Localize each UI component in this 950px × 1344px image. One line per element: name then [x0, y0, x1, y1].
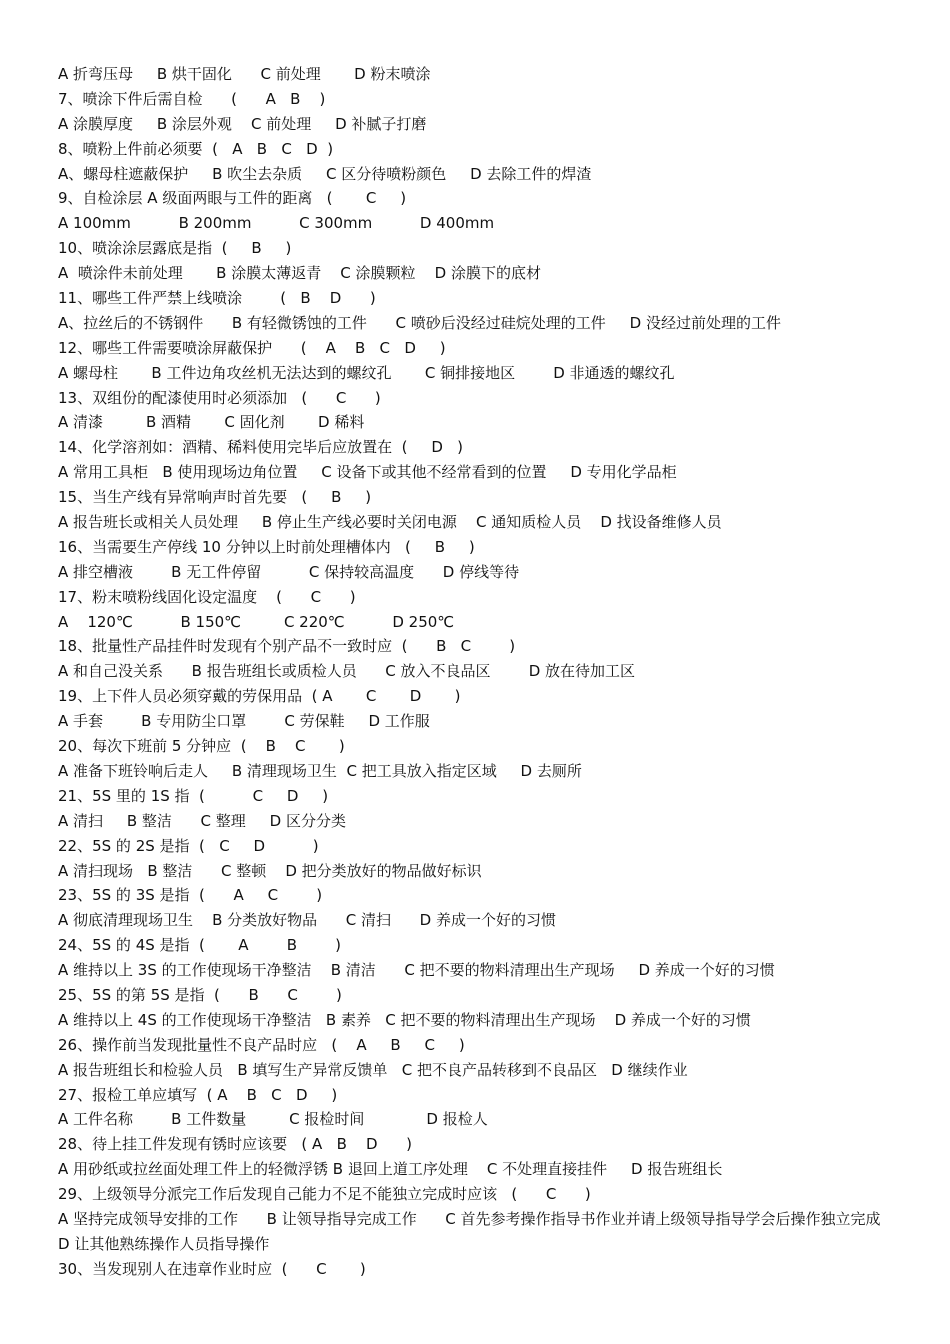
- text-line: A 彻底清理现场卫生 B 分类放好物品 C 清扫 D 养成一个好的习惯: [58, 911, 556, 930]
- question-line: 24、5S 的 4S 是指 ( A B ): [58, 936, 341, 955]
- question-line: 16、当需要生产停线 10 分钟以上时前处理槽体内 ( B ): [58, 537, 475, 556]
- text-line: A 报告班组长和检验人员 B 填写生产异常反馈单 C 把不良产品转移到不良品区 D 继续作业: [58, 1060, 688, 1079]
- document-page: [58, 62, 910, 1282]
- question-line: 30、当发现别人在违章作业时应 ( C ): [58, 1259, 366, 1278]
- text-line: A 常用工具柜 B 使用现场边角位置 C 设备下或其他不经常看到的位置 D 专用化学品柜: [58, 463, 677, 482]
- question-line: 8、喷粉上件前必须要 ( A B C D ): [58, 139, 334, 158]
- text-line: A 喷涂件未前处理 B 涂膜太薄返青 C 涂膜颗粒 D 涂膜下的底材: [58, 264, 541, 283]
- text-line: A 工件名称 B 工件数量 C 报检时间 D 报检人: [58, 1110, 488, 1129]
- question-line: 21、5S 里的 1S 指 ( C D ): [58, 786, 329, 805]
- question-line: 19、上下件人员必须穿戴的劳保用品 ( A C D ): [58, 687, 461, 706]
- question-line: 11、哪些工件严禁上线喷涂 ( B D ): [58, 289, 376, 308]
- text-line: A 120℃ B 150℃ C 220℃ D 250℃: [58, 612, 455, 631]
- text-line: A 手套 B 专用防尘口罩 C 劳保鞋 D 工作服: [58, 712, 430, 731]
- question-line: 26、操作前当发现批量性不良产品时应 ( A B C ): [58, 1035, 465, 1054]
- text-line: A 维持以上 4S 的工作使现场干净整洁 B 素养 C 把不要的物料清理出生产现场 D 养成一个好的习惯: [58, 1010, 751, 1029]
- question-line: 22、5S 的 2S 是指 ( C D ): [58, 836, 319, 855]
- question-line: 23、5S 的 3S 是指 ( A C ): [58, 886, 323, 905]
- question-line: 7、喷涂下件后需自检 ( A B ): [58, 89, 326, 108]
- question-line: 12、哪些工件需要喷涂屏蔽保护 ( A B C D ): [58, 338, 446, 357]
- question-line: 20、每次下班前 5 分钟应 ( B C ): [58, 737, 345, 756]
- text-line: A 排空槽液 B 无工件停留 C 保持较高温度 D 停线等待: [58, 562, 520, 581]
- question-line: 13、双组份的配漆使用时必须添加 ( C ): [58, 388, 381, 407]
- text-line: A 螺母柱 B 工件边角攻丝机无法达到的螺纹孔 C 铜排接地区 D 非通透的螺纹孔: [58, 363, 675, 382]
- text-line: A 和自己没关系 B 报告班组长或质检人员 C 放入不良品区 D 放在待加工区: [58, 662, 636, 681]
- text-line: A 清漆 B 酒精 C 固化剂 D 稀料: [58, 413, 365, 432]
- text-line: A 准备下班铃响后走人 B 清理现场卫生 C 把工具放入指定区域 D 去厕所: [58, 761, 582, 780]
- text-line: A 维持以上 3S 的工作使现场干净整洁 B 清洁 C 把不要的物料清理出生产现场 D 养成一个好的习惯: [58, 961, 775, 980]
- text-line: A 清扫现场 B 整洁 C 整顿 D 把分类放好的物品做好标识: [58, 861, 482, 880]
- question-line: 10、喷涂涂层露底是指 ( B ): [58, 239, 292, 258]
- text-line: A 涂膜厚度 B 涂层外观 C 前处理 D 补腻子打磨: [58, 114, 427, 133]
- question-line: 9、自检涂层 A 级面两眼与工件的距离 ( C ): [58, 189, 407, 208]
- question-line: 25、5S 的第 5S 是指 ( B C ): [58, 985, 342, 1004]
- text-line: A 报告班长或相关人员处理 B 停止生产线必要时关闭电源 C 通知质检人员 D 找设备维修人员: [58, 513, 722, 532]
- question-line: 14、化学溶剂如：酒精、稀料使用完毕后应放置在 ( D ): [58, 438, 464, 457]
- text-line: A 坚持完成领导安排的工作 B 让领导指导完成工作 C 首先参考操作指导书作业并请上级领导指导学会后操作独立完成 D 让其他熟练操作人员指导操作: [58, 1209, 910, 1253]
- text-line: A 清扫 B 整洁 C 整理 D 区分分类: [58, 811, 346, 830]
- question-line: 15、当生产线有异常响声时首先要 ( B ): [58, 488, 372, 507]
- question-line: 28、待上挂工件发现有锈时应该要 ( A B D ): [58, 1135, 412, 1154]
- question-line: 17、粉末喷粉线固化设定温度 ( C ): [58, 587, 356, 606]
- question-line: 18、批量性产品挂件时发现有个别产品不一致时应 ( B C ): [58, 637, 516, 656]
- text-line: A、拉丝后的不锈钢件 B 有轻微锈蚀的工件 C 喷砂后没经过硅烷处理的工件 D 没经过前处理的工件: [58, 313, 781, 332]
- question-line: 29、上级领导分派完工作后发现自己能力不足不能独立完成时应该 ( C ): [58, 1185, 591, 1204]
- question-line: 27、报检工单应填写 ( A B C D ): [58, 1085, 338, 1104]
- text-line: A 用砂纸或拉丝面处理工件上的轻微浮锈 B 退回上道工序处理 C 不处理直接挂件 D 报告班组长: [58, 1160, 723, 1179]
- text-line: A 100mm B 200mm C 300mm D 400mm: [58, 214, 495, 233]
- text-line: A、螺母柱遮蔽保护 B 吹尘去杂质 C 区分待喷粉颜色 D 去除工件的焊渣: [58, 164, 592, 183]
- text-line: A 折弯压母 B 烘干固化 C 前处理 D 粉末喷涂: [58, 65, 431, 83]
